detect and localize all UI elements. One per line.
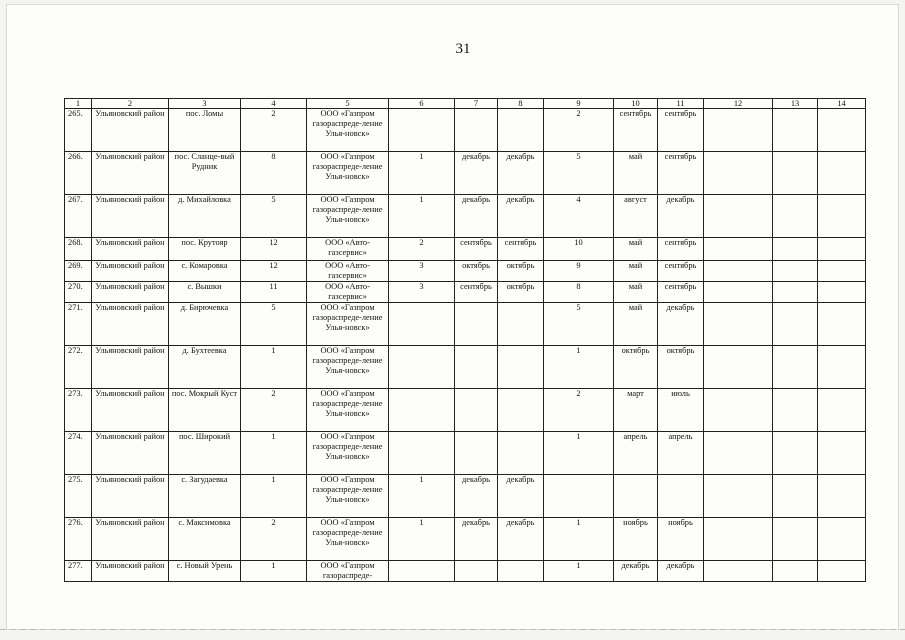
table-cell: декабрь: [498, 475, 544, 518]
table-cell: 271.: [65, 303, 92, 346]
table-cell: [818, 389, 866, 432]
table-cell: [773, 261, 818, 282]
header-cell: 4: [241, 99, 307, 109]
table-cell: Ульяновский район: [92, 346, 169, 389]
table-cell: 1: [544, 432, 614, 475]
table-row: [65, 109, 866, 152]
table-cell: [455, 303, 498, 346]
table-cell: [818, 303, 866, 346]
table-cell: [818, 561, 866, 582]
table-cell: 2: [389, 238, 455, 261]
table-cell: Ульяновский район: [92, 518, 169, 561]
table-cell: 272.: [65, 346, 92, 389]
table-cell: май: [614, 152, 658, 195]
table-cell: сентябрь: [658, 109, 704, 152]
table-cell: [704, 109, 773, 152]
table-cell: 8: [544, 282, 614, 303]
table-cell: июль: [658, 389, 704, 432]
table-cell: [818, 195, 866, 238]
table-cell: 1: [544, 346, 614, 389]
table-cell: декабрь: [498, 518, 544, 561]
table-cell: 268.: [65, 238, 92, 261]
table-cell: декабрь: [455, 195, 498, 238]
table-cell: 5: [544, 303, 614, 346]
table-cell: Ульяновский район: [92, 109, 169, 152]
table-cell: 1: [389, 195, 455, 238]
table-cell: ООО «Газпром газораспреде-ление Улья-новск»: [307, 518, 389, 561]
table-cell: декабрь: [498, 195, 544, 238]
table-row: [65, 152, 866, 195]
table-row: [65, 432, 866, 475]
table-cell: [455, 346, 498, 389]
table-cell: 8: [241, 152, 307, 195]
table-cell: декабрь: [658, 303, 704, 346]
table-cell: [704, 346, 773, 389]
table-cell: май: [614, 238, 658, 261]
table-cell: 12: [241, 261, 307, 282]
table-cell: Ульяновский район: [92, 152, 169, 195]
table-cell: 265.: [65, 109, 92, 152]
table-cell: [704, 303, 773, 346]
scan-edge: [0, 629, 905, 630]
table-cell: [389, 561, 455, 582]
table-cell: [773, 195, 818, 238]
table-row: [65, 195, 866, 238]
table-cell: 1: [544, 518, 614, 561]
table-cell: д. Михайловка: [169, 195, 241, 238]
table-cell: декабрь: [614, 561, 658, 582]
header-cell: 1: [65, 99, 92, 109]
table-header-row: [65, 99, 866, 109]
table-cell: [773, 282, 818, 303]
table-cell: ООО «Газпром газораспреде-ление Улья-новск»: [307, 195, 389, 238]
table-cell: май: [614, 303, 658, 346]
table-cell: ООО «Авто-газсервис»: [307, 282, 389, 303]
table-cell: [389, 346, 455, 389]
table-cell: октябрь: [498, 261, 544, 282]
table-cell: 266.: [65, 152, 92, 195]
table-cell: [498, 303, 544, 346]
table-cell: декабрь: [455, 152, 498, 195]
table-cell: пос. Крутояр: [169, 238, 241, 261]
table-cell: [389, 109, 455, 152]
header-cell: 10: [614, 99, 658, 109]
table-cell: [704, 261, 773, 282]
header-cell: 5: [307, 99, 389, 109]
table-cell: Ульяновский район: [92, 561, 169, 582]
table-cell: пос. Широкий: [169, 432, 241, 475]
table-cell: ООО «Газпром газораспреде-ление Улья-новск»: [307, 475, 389, 518]
table-cell: Ульяновский район: [92, 282, 169, 303]
header-cell: 7: [455, 99, 498, 109]
table-cell: ООО «Авто-газсервис»: [307, 238, 389, 261]
table-cell: [455, 109, 498, 152]
table-cell: [455, 561, 498, 582]
table-cell: 2: [544, 109, 614, 152]
table-cell: [389, 432, 455, 475]
table-cell: [818, 238, 866, 261]
table-cell: октябрь: [614, 346, 658, 389]
table-cell: 1: [544, 561, 614, 582]
table-cell: 2: [544, 389, 614, 432]
table-cell: [704, 432, 773, 475]
table-cell: ООО «Газпром газораспреде-ление Улья-новск»: [307, 346, 389, 389]
table-cell: с. Комаровка: [169, 261, 241, 282]
table-cell: сентябрь: [658, 152, 704, 195]
table-cell: [455, 432, 498, 475]
table-cell: декабрь: [658, 195, 704, 238]
table-cell: [704, 475, 773, 518]
table-cell: октябрь: [658, 346, 704, 389]
table-cell: Ульяновский район: [92, 303, 169, 346]
table-cell: пос. Сланце-вый Рудник: [169, 152, 241, 195]
header-cell: 3: [169, 99, 241, 109]
table-cell: с. Максимовка: [169, 518, 241, 561]
table-cell: 10: [544, 238, 614, 261]
table-cell: март: [614, 389, 658, 432]
table-cell: май: [614, 261, 658, 282]
table-cell: [773, 303, 818, 346]
table-cell: [773, 109, 818, 152]
table-cell: 1: [241, 432, 307, 475]
table-cell: ООО «Газпром газораспреде-ление Улья-новск»: [307, 432, 389, 475]
table-cell: апрель: [614, 432, 658, 475]
table-cell: 1: [389, 475, 455, 518]
table-cell: Ульяновский район: [92, 475, 169, 518]
table-cell: [818, 475, 866, 518]
table-cell: ООО «Газпром газораспреде-ление Улья-новск»: [307, 152, 389, 195]
table-cell: декабрь: [455, 518, 498, 561]
table-cell: сентябрь: [455, 282, 498, 303]
table-cell: пос. Мокрый Куст: [169, 389, 241, 432]
table-cell: 274.: [65, 432, 92, 475]
table-cell: 5: [241, 195, 307, 238]
table-cell: 1: [389, 518, 455, 561]
table-row: [65, 303, 866, 346]
table-cell: [498, 432, 544, 475]
table-cell: 1: [241, 346, 307, 389]
table-cell: 11: [241, 282, 307, 303]
table-cell: август: [614, 195, 658, 238]
table-cell: [389, 389, 455, 432]
table-cell: 1: [389, 152, 455, 195]
table-cell: д. Бирючевка: [169, 303, 241, 346]
table-cell: [455, 389, 498, 432]
table-cell: Ульяновский район: [92, 238, 169, 261]
table-cell: ООО «Газпром газораспреде-ление Улья-новск»: [307, 303, 389, 346]
header-cell: 2: [92, 99, 169, 109]
header-cell: 9: [544, 99, 614, 109]
table-cell: [773, 346, 818, 389]
table-cell: [704, 152, 773, 195]
header-cell: 13: [773, 99, 818, 109]
table-cell: [773, 432, 818, 475]
table-cell: [818, 109, 866, 152]
page-number: 31: [455, 41, 471, 57]
table-cell: [773, 389, 818, 432]
table-cell: 275.: [65, 475, 92, 518]
header-cell: 12: [704, 99, 773, 109]
table-cell: Ульяновский район: [92, 389, 169, 432]
table-cell: [498, 389, 544, 432]
table-cell: Ульяновский район: [92, 432, 169, 475]
table-cell: 277.: [65, 561, 92, 582]
table-cell: [704, 561, 773, 582]
table-cell: сентябрь: [658, 261, 704, 282]
table-row: [65, 518, 866, 561]
table-cell: [773, 561, 818, 582]
table-row: [65, 346, 866, 389]
table-cell: [498, 109, 544, 152]
table-row: [65, 261, 866, 282]
table-cell: [704, 238, 773, 261]
table-cell: ноябрь: [658, 518, 704, 561]
table-cell: ООО «Газпром газораспреде-: [307, 561, 389, 582]
table-cell: апрель: [658, 432, 704, 475]
table-row: [65, 561, 866, 582]
table-cell: Ульяновский район: [92, 261, 169, 282]
table-cell: [818, 282, 866, 303]
header-cell: 6: [389, 99, 455, 109]
table-cell: [704, 195, 773, 238]
data-table: [64, 98, 866, 582]
table-row: [65, 238, 866, 261]
table-cell: [658, 475, 704, 518]
table-cell: ООО «Газпром газораспреде-ление Улья-новск»: [307, 389, 389, 432]
table-cell: 1: [241, 475, 307, 518]
table-cell: сентябрь: [498, 238, 544, 261]
table-cell: [704, 518, 773, 561]
table-row: [65, 475, 866, 518]
table-cell: [773, 475, 818, 518]
table-cell: [818, 152, 866, 195]
table-row: [65, 389, 866, 432]
table-cell: ноябрь: [614, 518, 658, 561]
table-cell: д. Бухтеевка: [169, 346, 241, 389]
header-cell: 14: [818, 99, 866, 109]
table-cell: [818, 518, 866, 561]
table-cell: 269.: [65, 261, 92, 282]
table-cell: 2: [241, 389, 307, 432]
table-cell: 5: [241, 303, 307, 346]
table-cell: ООО «Газпром газораспреде-ление Улья-новск»: [307, 109, 389, 152]
table-cell: с. Новый Урень: [169, 561, 241, 582]
header-cell: 11: [658, 99, 704, 109]
header-cell: 8: [498, 99, 544, 109]
table-cell: [773, 238, 818, 261]
table-cell: пос. Ломы: [169, 109, 241, 152]
table-cell: [389, 303, 455, 346]
table-cell: [818, 261, 866, 282]
table-cell: 270.: [65, 282, 92, 303]
table-cell: октябрь: [455, 261, 498, 282]
table-cell: май: [614, 282, 658, 303]
table-cell: [704, 389, 773, 432]
table-cell: [614, 475, 658, 518]
table-cell: [704, 282, 773, 303]
table-cell: 276.: [65, 518, 92, 561]
table-cell: 5: [544, 152, 614, 195]
table-cell: [773, 518, 818, 561]
table-cell: [498, 561, 544, 582]
table-cell: 273.: [65, 389, 92, 432]
table-cell: 9: [544, 261, 614, 282]
table-cell: сентябрь: [614, 109, 658, 152]
table-cell: [773, 152, 818, 195]
table-cell: сентябрь: [455, 238, 498, 261]
table-cell: декабрь: [658, 561, 704, 582]
document-page: [6, 4, 899, 630]
table-cell: [498, 346, 544, 389]
table-cell: [818, 346, 866, 389]
table-cell: с. Вышки: [169, 282, 241, 303]
table-cell: с. Загудаевка: [169, 475, 241, 518]
table-cell: 4: [544, 195, 614, 238]
table-cell: 12: [241, 238, 307, 261]
table-cell: 267.: [65, 195, 92, 238]
table-cell: [818, 432, 866, 475]
table-cell: 2: [241, 109, 307, 152]
table-cell: Ульяновский район: [92, 195, 169, 238]
table-cell: 1: [241, 561, 307, 582]
table-cell: сентябрь: [658, 238, 704, 261]
table-cell: ООО «Авто-газсервис»: [307, 261, 389, 282]
table-cell: октябрь: [498, 282, 544, 303]
table-cell: 3: [389, 282, 455, 303]
table-cell: [544, 475, 614, 518]
table-cell: 2: [241, 518, 307, 561]
table-cell: декабрь: [498, 152, 544, 195]
table-cell: декабрь: [455, 475, 498, 518]
table-row: [65, 282, 866, 303]
table-cell: 3: [389, 261, 455, 282]
table-cell: сентябрь: [658, 282, 704, 303]
